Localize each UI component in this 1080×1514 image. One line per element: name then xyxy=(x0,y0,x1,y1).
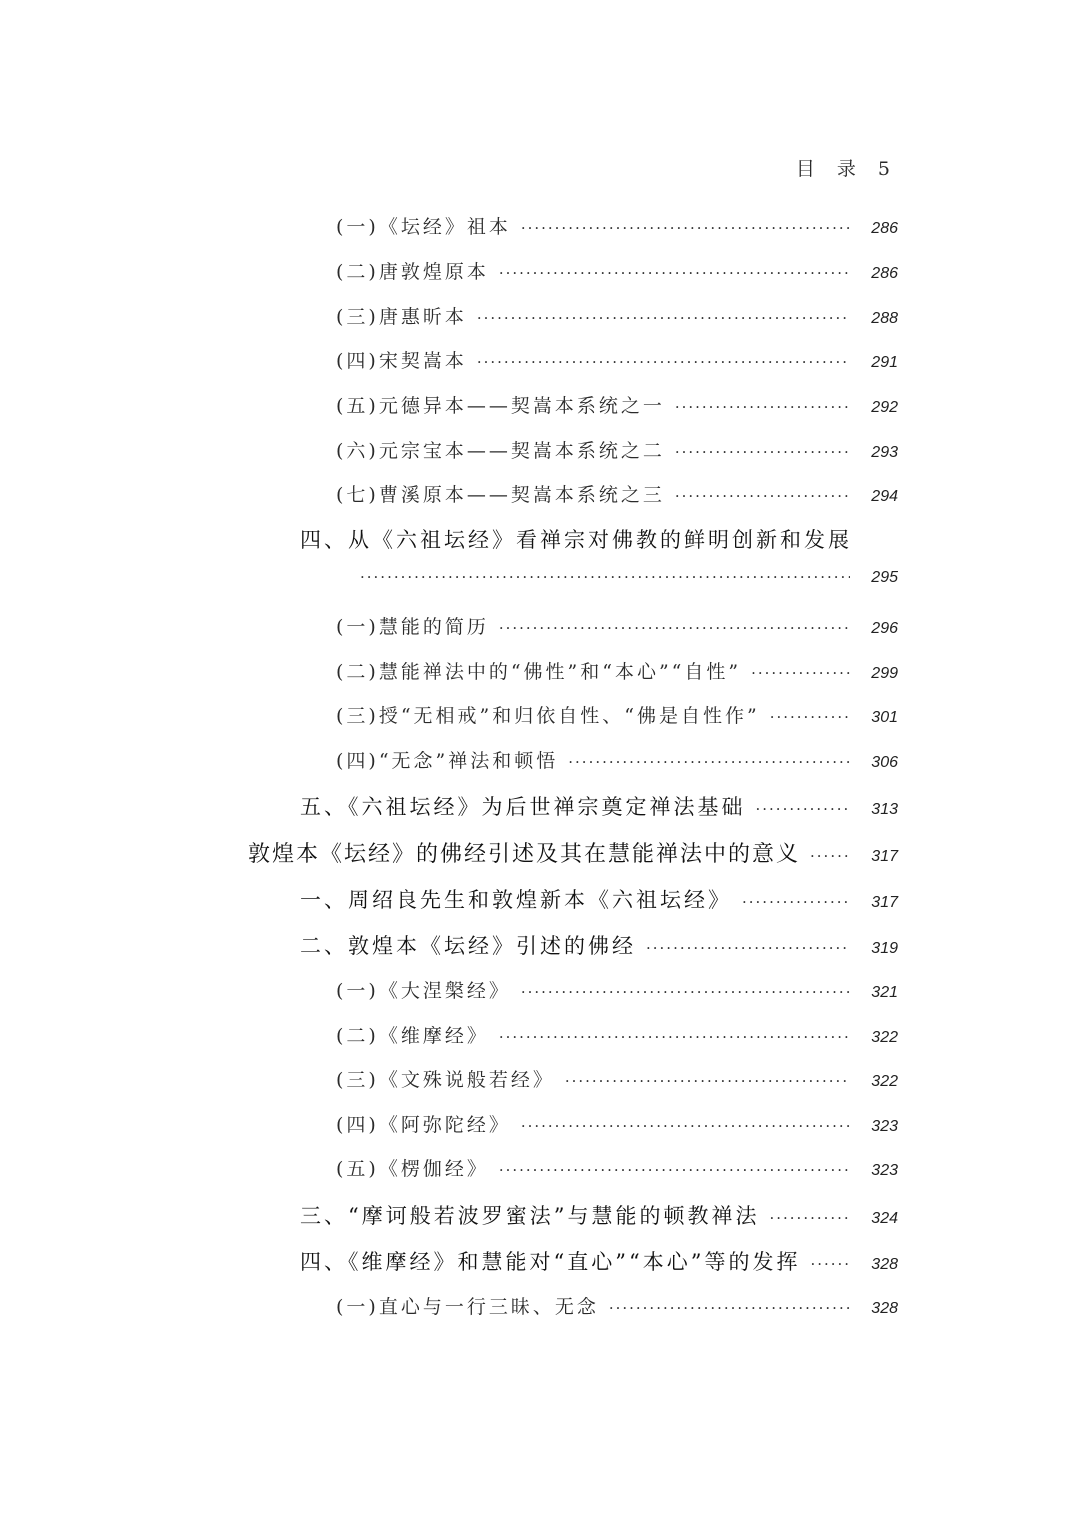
toc-entry-page: 322 xyxy=(871,1073,898,1090)
toc-entry-title: (七)曹溪原本——契嵩本系统之三 xyxy=(336,484,665,506)
toc-entry[interactable] xyxy=(336,391,898,418)
toc-entry-title: 五、《六祖坛经》为后世禅宗奠定禅法基础 xyxy=(300,795,746,819)
dot-leader xyxy=(568,753,850,771)
toc-entry-page: 294 xyxy=(871,488,898,505)
toc-entry-title: 敦煌本《坛经》的佛经引述及其在慧能禅法中的意义 xyxy=(248,842,801,867)
toc-entry[interactable] xyxy=(336,346,898,373)
toc-entry-page: 293 xyxy=(871,444,898,461)
toc-entry-title: (三)授“无相戒”和归依自性、“佛是自性作” xyxy=(336,705,760,727)
toc-entry-page: 286 xyxy=(871,265,898,282)
dot-leader xyxy=(499,264,850,282)
toc-entry-title: (四)“无念”禅法和顿悟 xyxy=(336,750,559,772)
dot-leader xyxy=(477,309,850,327)
toc-entry[interactable] xyxy=(336,212,898,239)
dot-leader xyxy=(769,1209,850,1227)
toc-entry-page: 286 xyxy=(871,220,898,237)
toc-entry-title: (一)《坛经》祖本 xyxy=(336,216,511,238)
toc-entry[interactable] xyxy=(336,1065,898,1092)
dot-leader xyxy=(565,1072,850,1090)
toc-entry[interactable] xyxy=(336,1154,898,1181)
toc-entry[interactable] xyxy=(336,257,898,284)
toc-entry-title: (三)唐惠昕本 xyxy=(336,306,467,328)
toc-entry-title: 二、敦煌本《坛经》引述的佛经 xyxy=(300,934,636,958)
toc-entry-page: 323 xyxy=(871,1118,898,1135)
toc-entry-title: 四、从《六祖坛经》看禅宗对佛教的鲜明创新和发展 xyxy=(300,528,852,552)
dot-leader xyxy=(499,1161,850,1179)
toc-entry[interactable] xyxy=(336,746,898,773)
toc-entry-title: 三、“摩诃般若波罗蜜法”与慧能的顿教禅法 xyxy=(300,1204,760,1228)
toc-entry-title: (三)《文殊说般若经》 xyxy=(336,1069,555,1091)
toc-entry[interactable] xyxy=(300,884,898,914)
toc-entry-page: 317 xyxy=(871,894,898,911)
toc-entry-page: 319 xyxy=(871,940,898,957)
toc-entry[interactable] xyxy=(336,976,898,1003)
toc-entry-page: 323 xyxy=(871,1162,898,1179)
toc-entry-title: (一)直心与一行三昧、无念 xyxy=(336,1296,599,1318)
toc-entry-title: 四、《维摩经》和慧能对“直心”“本心”等的发挥 xyxy=(300,1250,801,1274)
dot-leader xyxy=(810,847,850,865)
toc-entry-page: 288 xyxy=(871,310,898,327)
dot-leader xyxy=(521,219,850,237)
dot-leader xyxy=(770,708,850,726)
toc-entry[interactable] xyxy=(336,1292,898,1319)
toc-entry[interactable] xyxy=(336,1110,898,1137)
toc-entry[interactable] xyxy=(336,436,898,463)
toc-entry-page: 328 xyxy=(871,1256,898,1273)
dot-leader xyxy=(477,353,850,371)
toc-entry-page: 299 xyxy=(871,665,898,682)
toc-entry-page: 292 xyxy=(871,399,898,416)
toc-entry-page: 306 xyxy=(871,754,898,771)
toc-entry[interactable] xyxy=(300,930,898,960)
toc-entry-page: 301 xyxy=(871,709,898,726)
toc-entry-title: (五)《楞伽经》 xyxy=(336,1158,489,1180)
toc-entry-page: 295 xyxy=(871,569,898,586)
toc-entry-title: (四)宋契嵩本 xyxy=(336,350,467,372)
toc-entry-title: (六)元宗宝本——契嵩本系统之二 xyxy=(336,440,665,462)
toc-entry[interactable] xyxy=(248,837,898,868)
dot-leader xyxy=(675,443,850,461)
toc-entry[interactable] xyxy=(336,657,898,684)
toc-entry-title: (二)唐敦煌原本 xyxy=(336,261,489,283)
toc-entry[interactable] xyxy=(300,791,898,821)
dot-leader xyxy=(742,893,850,911)
toc-entry-title: (一)《大涅槃经》 xyxy=(336,980,511,1002)
dot-leader xyxy=(499,619,850,637)
toc-entry-page: 324 xyxy=(871,1210,898,1227)
dot-leader xyxy=(360,568,850,586)
dot-leader xyxy=(751,664,850,682)
toc-entry[interactable] xyxy=(336,480,898,507)
page-header: 目 录 5 xyxy=(795,158,898,180)
toc-entry-page: 328 xyxy=(871,1300,898,1317)
toc-entry-title: (二)《维摩经》 xyxy=(336,1025,489,1047)
dot-leader xyxy=(646,939,850,957)
toc-entry[interactable] xyxy=(336,701,898,728)
toc-entry-page: 321 xyxy=(871,984,898,1001)
toc-entry-continuation[interactable] xyxy=(360,568,898,587)
toc-entry-title: (一)慧能的简历 xyxy=(336,616,489,638)
toc-entry-title: (四)《阿弥陀经》 xyxy=(336,1114,511,1136)
toc-entry[interactable] xyxy=(336,302,898,329)
dot-leader xyxy=(499,1028,850,1046)
dot-leader xyxy=(675,398,850,416)
toc-entry-page: 317 xyxy=(871,848,898,865)
toc-entry[interactable] xyxy=(336,612,898,639)
toc-entry-title: 一、周绍良先生和敦煌新本《六祖坛经》 xyxy=(300,888,732,912)
toc-entry-title: (五)元德异本——契嵩本系统之一 xyxy=(336,395,665,417)
dot-leader xyxy=(675,487,850,505)
dot-leader xyxy=(609,1299,850,1317)
toc-entry[interactable] xyxy=(300,1246,898,1276)
toc-entry-page: 313 xyxy=(871,801,898,818)
toc-entry-title-line[interactable] xyxy=(300,524,898,554)
toc-entry[interactable] xyxy=(336,1021,898,1048)
toc-entry-page: 296 xyxy=(871,620,898,637)
dot-leader xyxy=(521,1117,850,1135)
toc-entry-page: 291 xyxy=(871,354,898,371)
dot-leader xyxy=(810,1255,850,1273)
toc-entry-page: 322 xyxy=(871,1029,898,1046)
dot-leader xyxy=(521,983,850,1001)
toc-entry[interactable] xyxy=(300,1200,898,1230)
toc-entry-title: (二)慧能禅法中的“佛性”和“本心”“自性” xyxy=(336,661,742,683)
dot-leader xyxy=(756,800,851,818)
